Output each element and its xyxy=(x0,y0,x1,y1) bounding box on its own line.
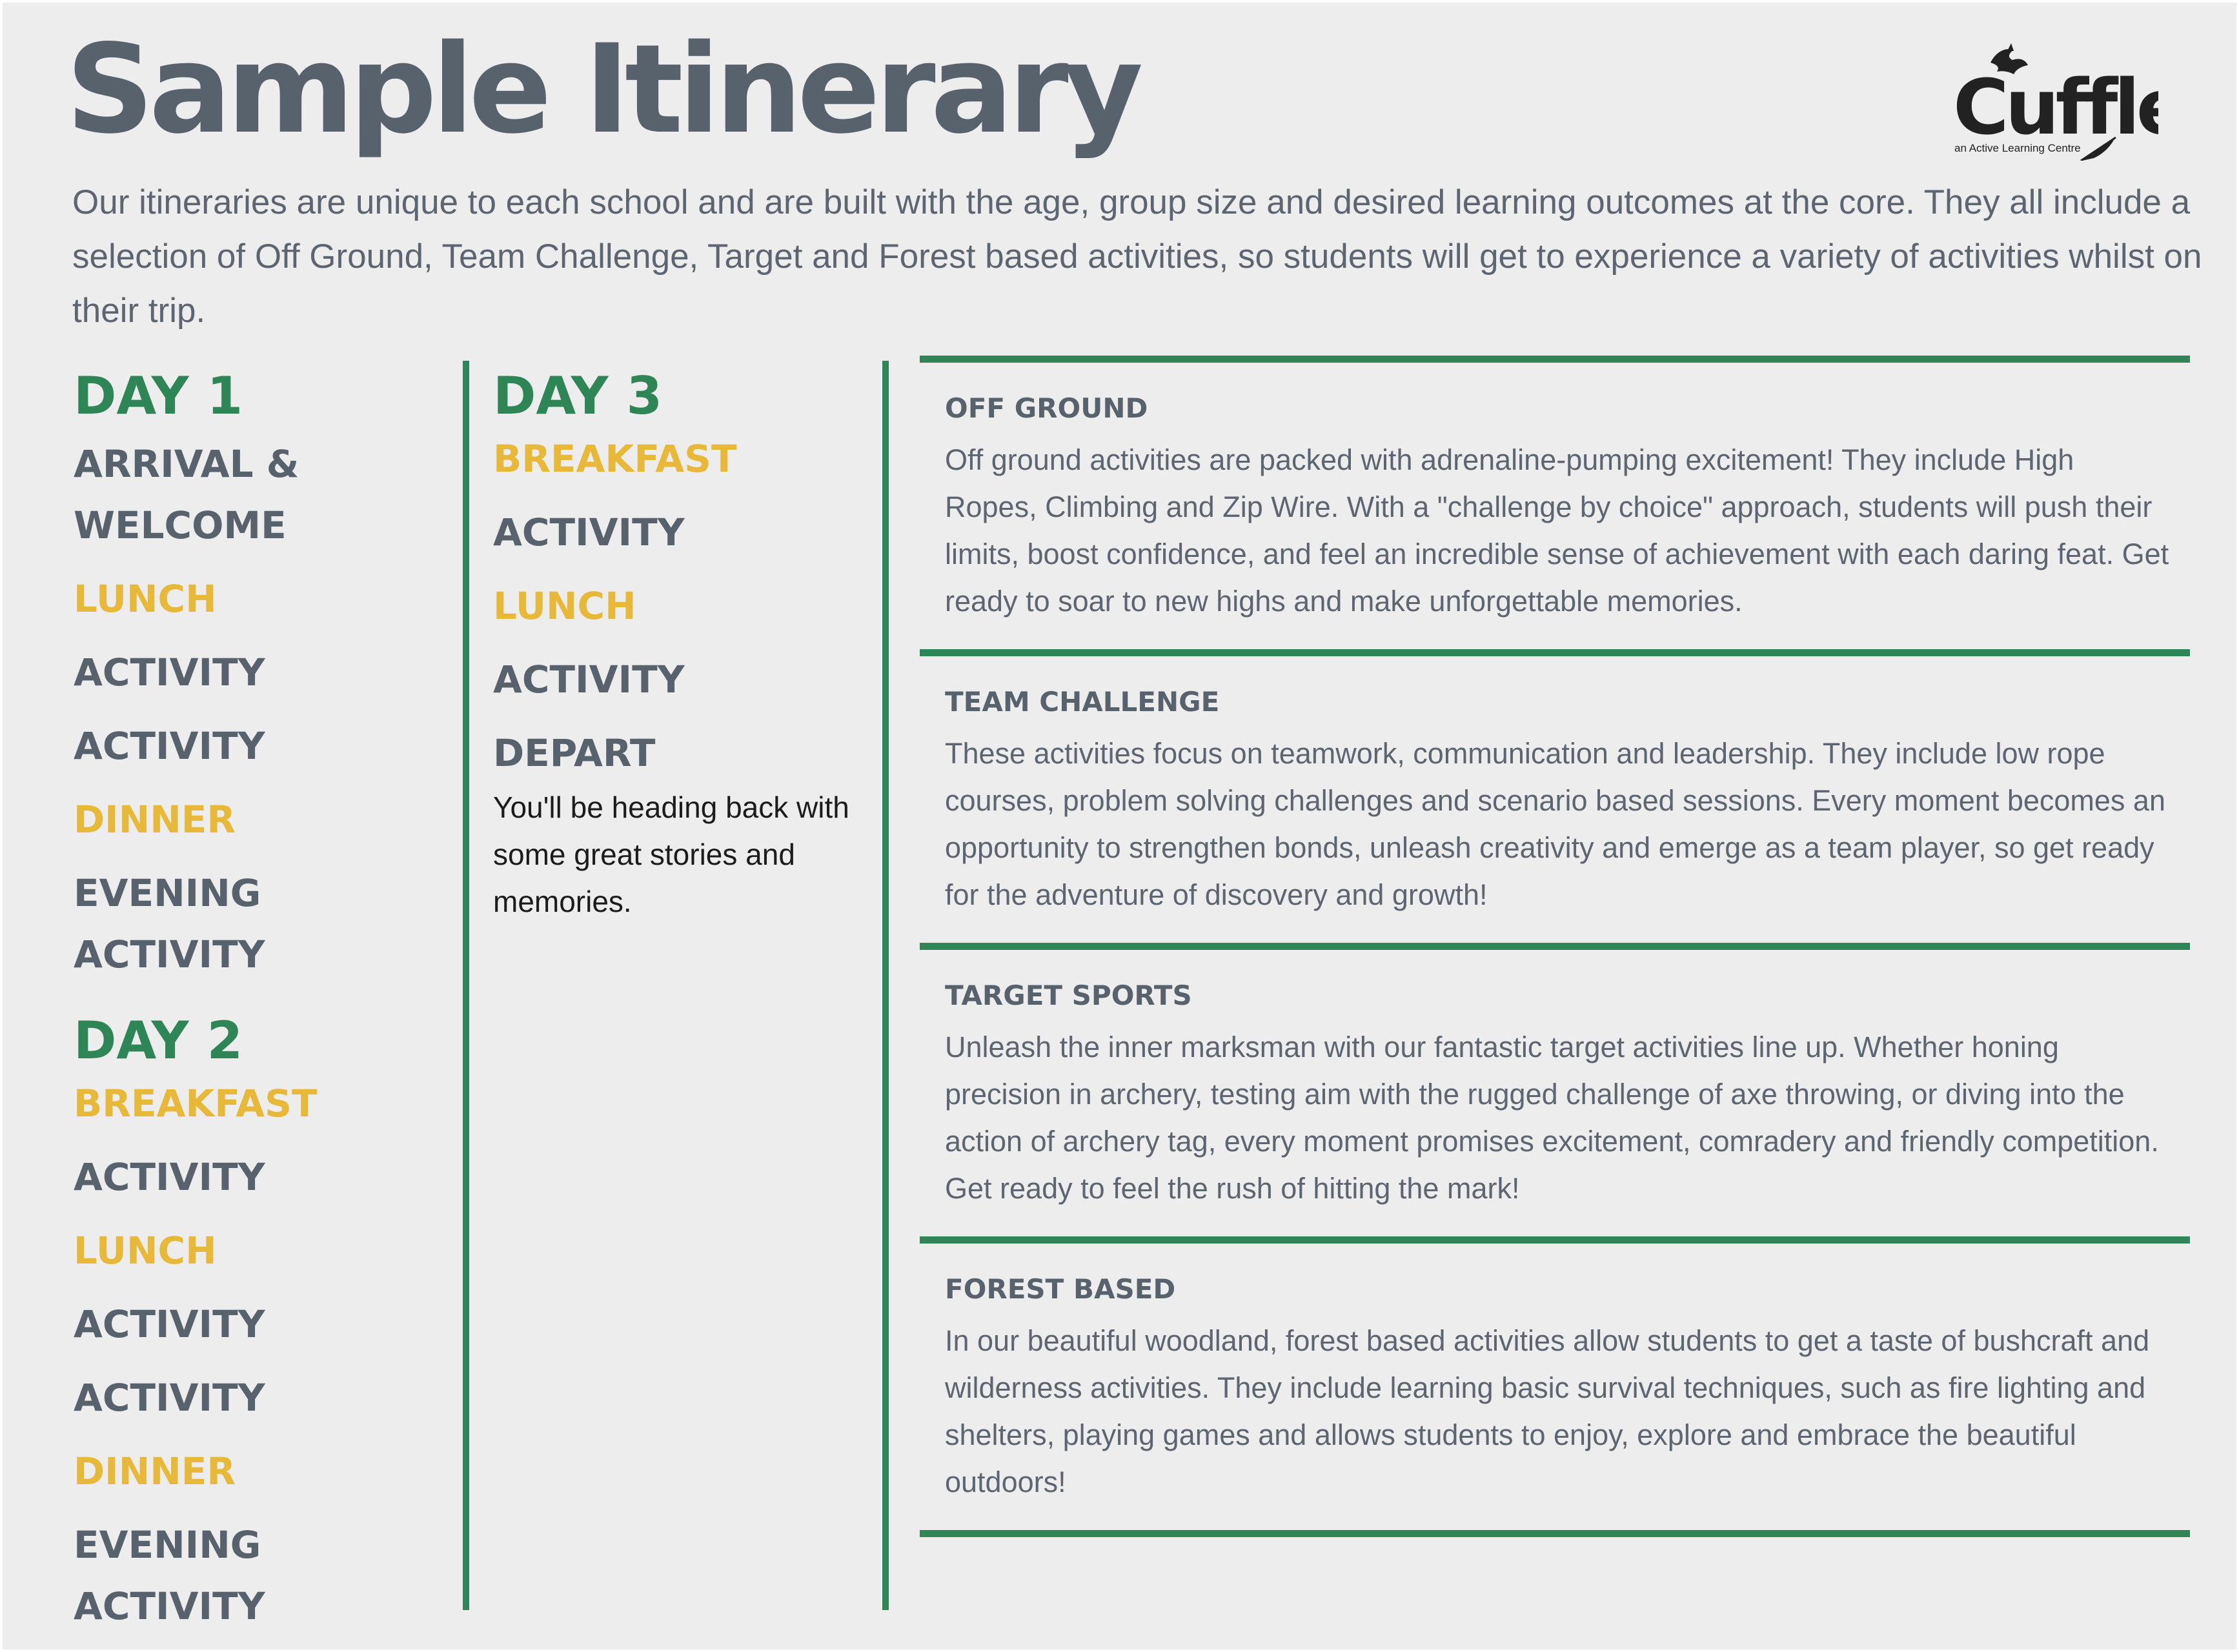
logo-wordmark: Cuffl xyxy=(1953,63,2136,152)
day1-item-evening-activity: EVENING ACTIVITY xyxy=(74,871,265,976)
day2-item-evening-activity: EVENING ACTIVITY xyxy=(74,1523,265,1628)
day1-item-activity-2: ACTIVITY xyxy=(74,724,265,768)
section-forest-based xyxy=(945,1273,2171,1506)
day3-item-activity-1: ACTIVITY xyxy=(493,510,685,554)
day3-item-lunch: LUNCH xyxy=(493,584,636,628)
section-title-forest-based: FOREST BASED xyxy=(945,1273,1176,1305)
section-body-target-sports: Unleash the inner marksman with our fantastic target activities line up. Whether honing precision in archery, testing aim with the rugged challenge of axe throwing, or diving into the action of archery tag, every moment promises excitement, comradery and friendly competition. Get ready to feel the rush of hitting the mark! xyxy=(945,1031,2159,1205)
day3-item-breakfast: BREAKFAST xyxy=(493,437,737,481)
section-rule-top xyxy=(920,356,2190,363)
logo-tagline: an Active Learning Centre xyxy=(1954,142,2081,154)
day2-item-lunch: LUNCH xyxy=(74,1229,217,1273)
section-rule-2 xyxy=(920,649,2190,656)
day1-item-lunch: LUNCH xyxy=(74,577,217,621)
column-divider-1 xyxy=(463,361,469,1610)
day3-item-depart: DEPART xyxy=(493,731,656,775)
day2-item-activity-1: ACTIVITY xyxy=(74,1155,265,1199)
section-rule-4 xyxy=(920,1236,2190,1244)
section-title-team-challenge: TEAM CHALLENGE xyxy=(945,686,1220,718)
day2-item-dinner: DINNER xyxy=(74,1449,236,1493)
section-body-team-challenge: These activities focus on teamwork, communication and leadership. They include low rope courses, problem solving challenges and scenario based sessions. Every moment becomes an opportunity to strengthen bonds, unleash creativity and emerge as a team player, so get ready for the adventure of discovery and growth! xyxy=(945,737,2165,911)
section-title-target-sports: TARGET SPORTS xyxy=(945,980,1192,1011)
day2-item-activity-3: ACTIVITY xyxy=(74,1376,265,1420)
section-target-sports xyxy=(945,982,2171,1212)
section-body-forest-based: In our beautiful woodland, forest based activities allow students to get a taste of bushcraft and wilderness activities. They include learning basic survival techniques, such as fire lighting and shelters, playing games and allows students to enjoy, explore and embrace the beautiful outdoors! xyxy=(945,1324,2150,1498)
section-body-off-ground: Off ground activities are packed with adrenaline-pumping excitement! They include High Ropes, Climbing and Zip Wire. With a "challenge by choice" approach, students will push their limits, boost confidence, and feel an incredible sense of achievement with each daring feat. Get ready to soar to new highs and make unforgettable memories. xyxy=(945,443,2169,618)
day2-item-breakfast: BREAKFAST xyxy=(74,1082,318,1125)
depart-note: You'll be heading back with some great stories and memories. xyxy=(493,791,849,918)
day1-day2-column xyxy=(74,364,448,1628)
cuffley-logo xyxy=(1945,38,2158,161)
page-title: Sample Itinerary xyxy=(66,18,1139,161)
section-team-challenge xyxy=(945,686,2171,918)
day2-heading: DAY 2 xyxy=(74,1011,243,1071)
day3-column xyxy=(493,364,867,925)
day1-heading: DAY 1 xyxy=(74,366,243,426)
day3-heading: DAY 3 xyxy=(493,366,663,426)
day1-item-dinner: DINNER xyxy=(74,798,236,841)
section-rule-3 xyxy=(920,943,2190,950)
column-divider-2 xyxy=(882,361,889,1610)
intro-paragraph: Our itineraries are unique to each school and are built with the age, group size and desired learning outcomes at the core. They all include a selection of Off Ground, Team Challenge, Target and Forest based activities, so students will get to experience a variety of activities whilst on their trip. xyxy=(72,183,2202,330)
section-rule-bottom xyxy=(920,1530,2190,1537)
itinerary-page xyxy=(3,3,2236,1649)
section-title-off-ground: OFF GROUND xyxy=(945,392,1148,424)
day1-item-welcome: WELCOME xyxy=(74,503,287,547)
day2-item-activity-2: ACTIVITY xyxy=(74,1302,265,1346)
day1-arrival-welcome xyxy=(74,428,448,556)
bird-and-feather-logo-icon xyxy=(1945,38,2158,161)
section-off-ground xyxy=(945,392,2171,625)
day1-item-arrival: ARRIVAL & xyxy=(74,442,299,486)
day1-item-activity-1: ACTIVITY xyxy=(74,650,265,694)
day3-item-activity-2: ACTIVITY xyxy=(493,658,685,701)
